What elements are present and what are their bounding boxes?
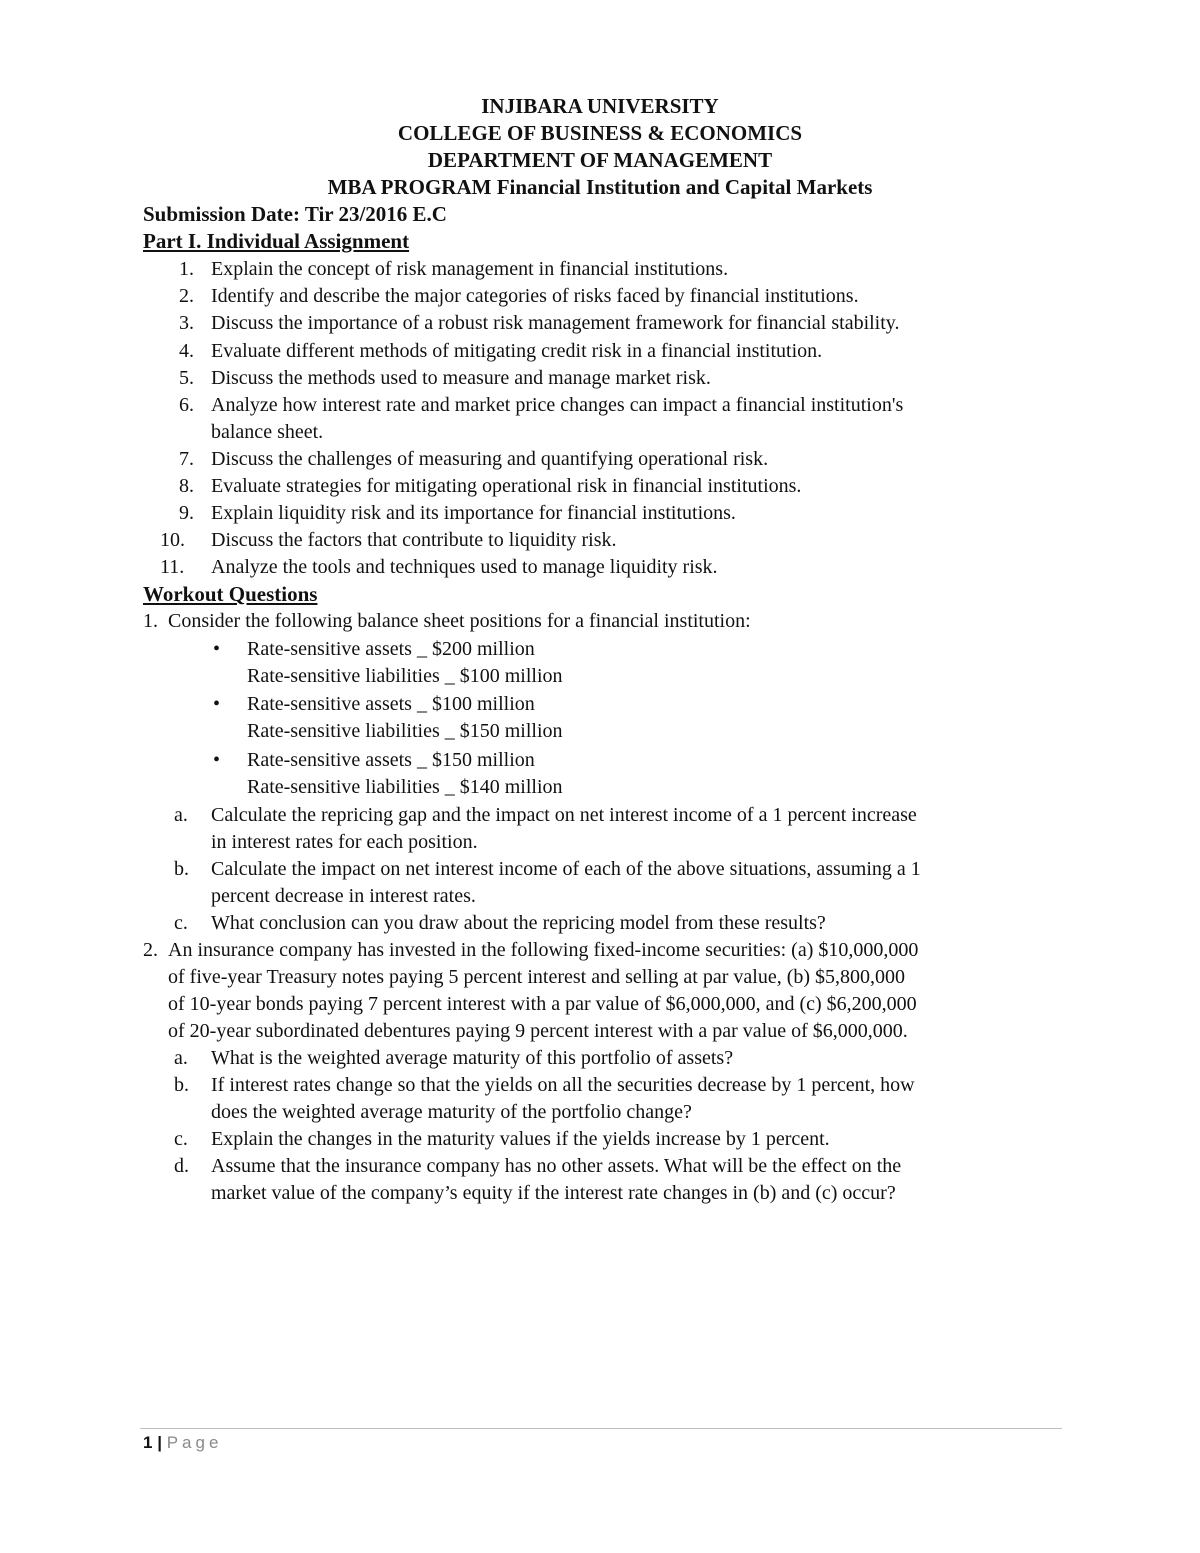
list-item: Discuss the challenges of measuring and quantifying operational risk.	[211, 448, 769, 470]
subquestion-text: in interest rates for each position.	[211, 831, 478, 853]
list-item-number: 11.	[160, 556, 185, 578]
program-name: MBA PROGRAM Financial Institution and Capital Markets	[327, 175, 873, 199]
department-name: DEPARTMENT OF MANAGEMENT	[427, 148, 773, 172]
workout-title: Workout Questions	[143, 582, 318, 606]
subquestion-text: What conclusion can you draw about the repricing model from these results?	[211, 912, 826, 934]
subquestion-text: does the weighted average maturity of the portfolio change?	[211, 1101, 692, 1123]
subquestion-letter: c.	[174, 1128, 188, 1150]
question-number: 1.	[143, 610, 158, 632]
list-item-number: 10.	[160, 529, 185, 551]
subquestion-letter: b.	[174, 858, 189, 880]
list-item: Evaluate strategies for mitigating operational risk in financial institutions.	[211, 475, 802, 497]
position-liabilities: Rate-sensitive liabilities _ $150 million	[247, 720, 563, 742]
subquestion-text: If interest rates change so that the yields on all the securities decrease by 1 percent, how	[211, 1074, 915, 1096]
subquestion-text: Calculate the repricing gap and the impact on net interest income of a 1 percent increase	[211, 804, 917, 826]
subquestion-letter: b.	[174, 1074, 189, 1096]
list-item: Discuss the methods used to measure and manage market risk.	[211, 367, 711, 389]
subquestion-text: market value of the company’s equity if the interest rate changes in (b) and (c) occur?	[211, 1182, 896, 1204]
question-text: of five-year Treasury notes paying 5 percent interest and selling at par value, (b) $5,800,000	[168, 966, 906, 988]
page-footer	[143, 1432, 222, 1454]
university-name: INJIBARA UNIVERSITY	[481, 94, 719, 118]
position-assets: Rate-sensitive assets _ $200 million	[247, 638, 535, 660]
subquestion-letter: a.	[174, 804, 188, 826]
list-item-number: 1.	[179, 258, 194, 280]
question-text: Consider the following balance sheet positions for a financial institution:	[168, 610, 751, 632]
list-item: Explain the concept of risk management in financial institutions.	[211, 258, 729, 280]
page-number: 1	[143, 1433, 153, 1452]
position-liabilities: Rate-sensitive liabilities _ $140 million	[247, 776, 563, 798]
bullet-icon: •	[213, 693, 221, 715]
subquestion-letter: d.	[174, 1155, 189, 1177]
subquestion-text: Calculate the impact on net interest income of each of the above situations, assuming a 1	[211, 858, 921, 880]
college-name: COLLEGE OF BUSINESS & ECONOMICS	[397, 121, 803, 145]
list-item-number: 2.	[179, 285, 194, 307]
bullet-icon: •	[213, 749, 221, 771]
subquestion-letter: a.	[174, 1047, 188, 1069]
list-item: Evaluate different methods of mitigating credit risk in a financial institution.	[211, 340, 823, 362]
question-text: of 10-year bonds paying 7 percent interest with a par value of $6,000,000, and (c) $6,200,000	[168, 993, 917, 1015]
list-item-number: 6.	[179, 394, 194, 416]
question-text: An insurance company has invested in the following fixed-income securities: (a) $10,000,000	[168, 939, 919, 961]
position-assets: Rate-sensitive assets _ $150 million	[247, 749, 535, 771]
list-item-number: 3.	[179, 312, 194, 334]
document-header	[140, 93, 1060, 201]
page-label: Page	[166, 1433, 223, 1452]
question-number: 2.	[143, 939, 158, 961]
list-item-number: 5.	[179, 367, 194, 389]
position-assets: Rate-sensitive assets _ $100 million	[247, 693, 535, 715]
list-item-continuation: balance sheet.	[211, 421, 324, 443]
list-item-number: 4.	[179, 340, 194, 362]
footer-separator: |	[157, 1433, 162, 1452]
footer-divider	[140, 1428, 1062, 1429]
list-item: Analyze the tools and techniques used to manage liquidity risk.	[211, 556, 718, 578]
position-liabilities: Rate-sensitive liabilities _ $100 million	[247, 665, 563, 687]
list-item: Discuss the factors that contribute to liquidity risk.	[211, 529, 617, 551]
list-item: Explain liquidity risk and its importance for financial institutions.	[211, 502, 736, 524]
subquestion-text: What is the weighted average maturity of this portfolio of assets?	[211, 1047, 734, 1069]
subquestion-text: percent decrease in interest rates.	[211, 885, 476, 907]
subquestion-text: Explain the changes in the maturity values if the yields increase by 1 percent.	[211, 1128, 830, 1150]
list-item-number: 8.	[179, 475, 194, 497]
subquestion-letter: c.	[174, 912, 188, 934]
question-text: of 20-year subordinated debentures paying 9 percent interest with a par value of $6,000,000.	[168, 1020, 908, 1042]
list-item: Analyze how interest rate and market price changes can impact a financial institution's	[211, 394, 904, 416]
list-item-number: 9.	[179, 502, 194, 524]
list-item: Identify and describe the major categories of risks faced by financial institutions.	[211, 285, 859, 307]
subquestion-text: Assume that the insurance company has no other assets. What will be the effect on the	[211, 1155, 902, 1177]
bullet-icon: •	[213, 638, 221, 660]
list-item-number: 7.	[179, 448, 194, 470]
list-item: Discuss the importance of a robust risk management framework for financial stability.	[211, 312, 900, 334]
submission-date: Submission Date: Tir 23/2016 E.C	[143, 202, 447, 226]
part1-title: Part I. Individual Assignment	[143, 229, 410, 253]
